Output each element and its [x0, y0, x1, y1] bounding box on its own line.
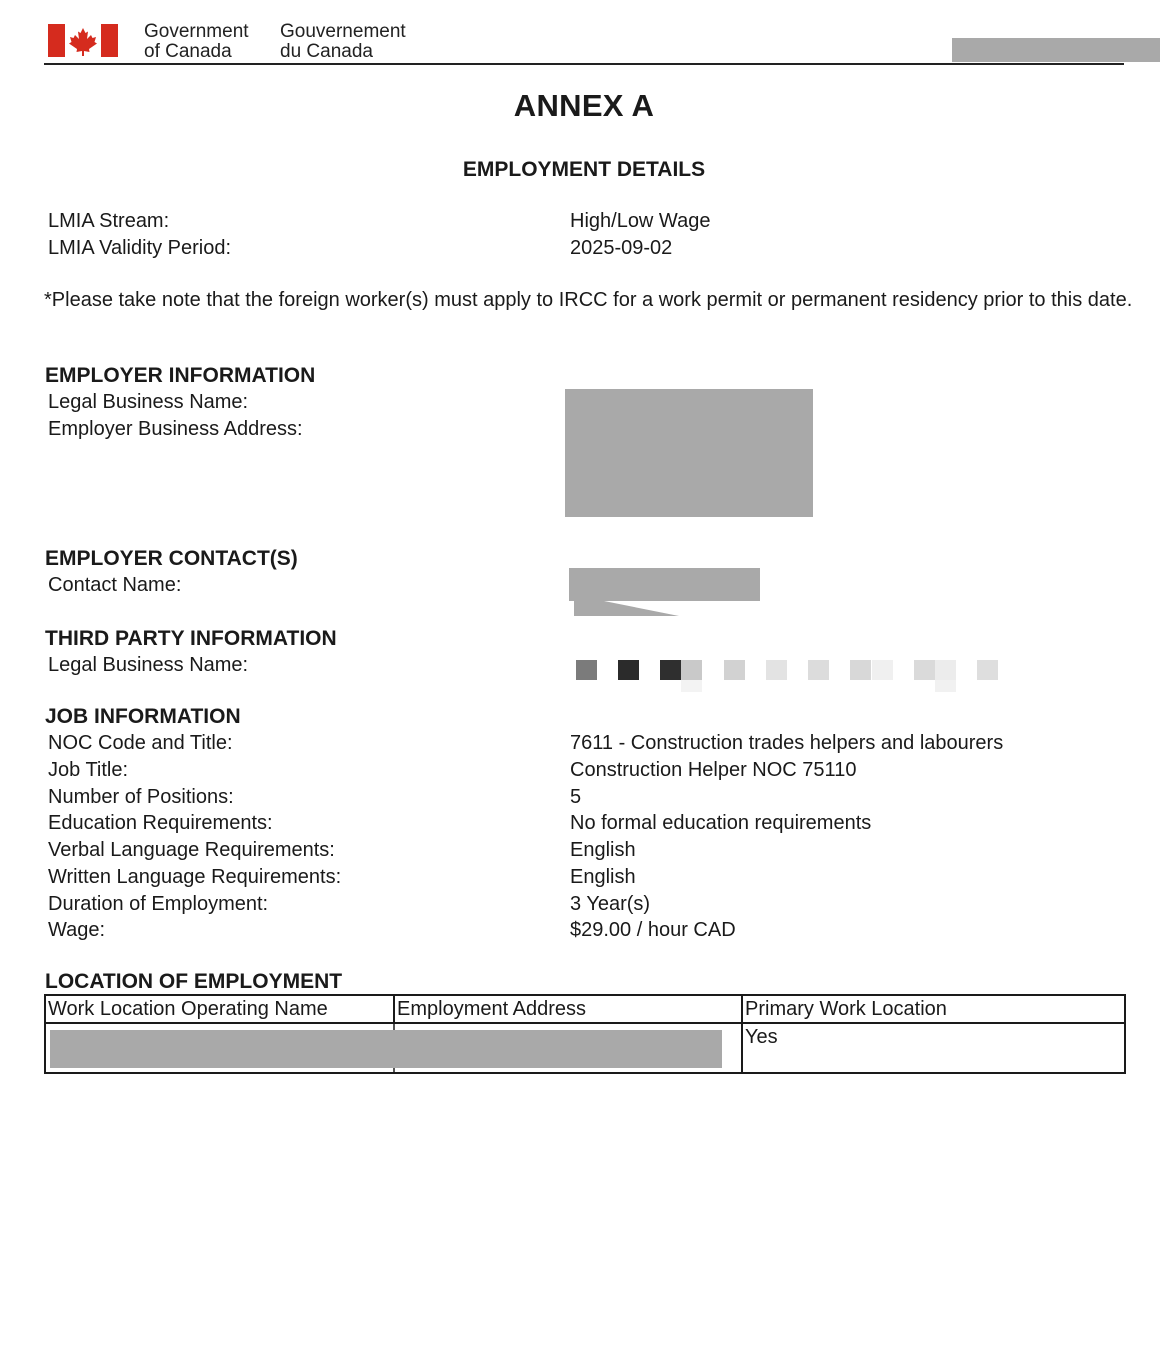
employer-address-label: Employer Business Address:	[48, 418, 303, 440]
job-row-label: NOC Code and Title:	[48, 732, 233, 754]
column-header-employment-address: Employment Address	[397, 998, 586, 1020]
gov-en-line2: of Canada	[144, 41, 232, 62]
primary-work-location-value: Yes	[745, 1026, 778, 1048]
column-header-operating-name: Work Location Operating Name	[48, 998, 328, 1020]
location-heading: LOCATION OF EMPLOYMENT	[45, 970, 343, 993]
header-redaction	[952, 38, 1160, 62]
job-row-label: Verbal Language Requirements:	[48, 839, 335, 861]
gov-fr-line1: Gouvernement	[280, 21, 406, 42]
job-row-value: English	[570, 839, 636, 861]
employer-redaction	[565, 389, 813, 517]
job-row-value: $29.00 / hour CAD	[570, 919, 736, 941]
third-party-legal-name-label: Legal Business Name:	[48, 654, 249, 676]
job-row-label: Number of Positions:	[48, 786, 234, 808]
employer-information-heading: EMPLOYER INFORMATION	[45, 364, 316, 387]
government-of-canada-fr	[280, 22, 406, 62]
contact-redaction	[569, 568, 760, 601]
lmia-stream-label: LMIA Stream:	[48, 210, 170, 232]
job-row-label: Wage:	[48, 919, 106, 941]
job-row-value: Construction Helper NOC 75110	[570, 759, 857, 781]
job-row-value: 3 Year(s)	[570, 893, 651, 915]
contact-redaction-strip	[574, 601, 684, 617]
lmia-validity-label: LMIA Validity Period:	[48, 237, 232, 259]
third-party-heading: THIRD PARTY INFORMATION	[45, 627, 337, 650]
table-column-divider	[393, 996, 395, 1024]
gov-en-line1: Government	[144, 21, 249, 42]
job-row-value: 7611 - Construction trades helpers and labourers	[570, 732, 1004, 754]
job-information-heading: JOB INFORMATION	[45, 705, 241, 728]
job-row-label: Written Language Requirements:	[48, 866, 342, 888]
government-of-canada-en	[144, 22, 249, 62]
job-row-value: English	[570, 866, 636, 888]
page-title: ANNEX A	[513, 88, 655, 123]
gov-fr-line2: du Canada	[280, 41, 373, 62]
validity-note: *Please take note that the foreign worker(s) must apply to IRCC for a work permit or permanent residency prior to this date.	[44, 289, 1133, 311]
table-row-redaction	[50, 1030, 722, 1068]
job-row-value: 5	[570, 786, 582, 808]
employer-legal-name-label: Legal Business Name:	[48, 391, 249, 413]
header-divider	[44, 63, 1124, 65]
location-table	[44, 994, 1126, 1074]
employer-contacts-heading: EMPLOYER CONTACT(S)	[45, 547, 298, 570]
table-header-divider	[46, 1022, 1124, 1024]
column-header-primary-work-location: Primary Work Location	[745, 998, 947, 1020]
job-row-label: Education Requirements:	[48, 812, 273, 834]
lmia-validity-value: 2025-09-02	[570, 237, 673, 259]
lmia-stream-value: High/Low Wage	[570, 210, 711, 232]
canada-flag-logo	[48, 22, 118, 58]
contact-name-label: Contact Name:	[48, 574, 182, 596]
job-row-value: No formal education requirements	[570, 812, 872, 834]
section-title: EMPLOYMENT DETAILS	[462, 158, 706, 181]
third-party-pixelated-redaction	[574, 658, 1004, 698]
job-row-label: Duration of Employment:	[48, 893, 269, 915]
job-row-label: Job Title:	[48, 759, 129, 781]
